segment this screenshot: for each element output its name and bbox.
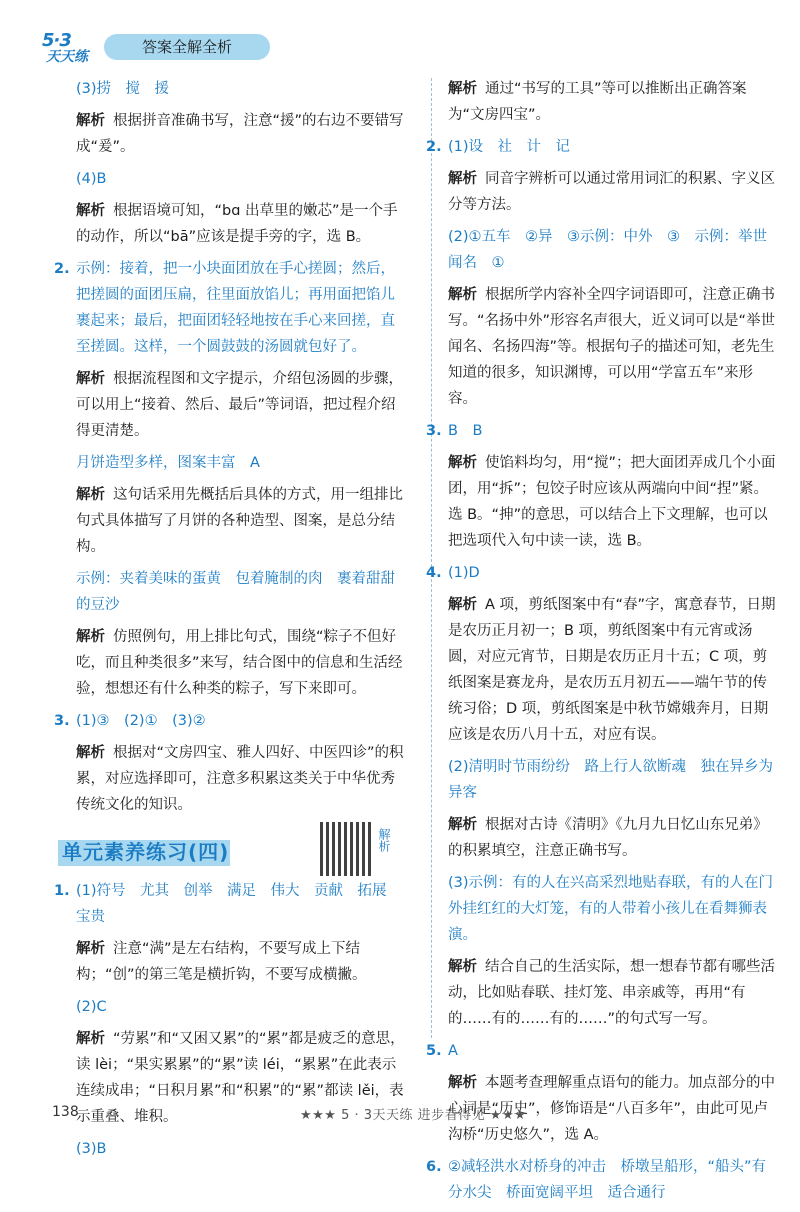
analysis-label: 解析: [76, 487, 105, 503]
answer-line: [448, 224, 778, 276]
answer-text: (1)③ (2)① (3)②: [76, 713, 206, 729]
answer-line: [76, 1136, 406, 1162]
analysis-label: 解析: [76, 1031, 105, 1047]
analysis-text: 根据对古诗《清明》《九月九日忆山东兄弟》的积累填空，注意正确书写。: [448, 817, 768, 859]
analysis-paragraph: [448, 282, 778, 412]
analysis-paragraph: [76, 624, 406, 702]
answer-text: (1)D: [448, 565, 480, 581]
question-number: 2.: [54, 261, 70, 277]
answer-text: (3)捞 搅 援: [76, 81, 170, 97]
section-title: 单元素养练习(四): [62, 840, 230, 864]
left-items: [54, 76, 406, 818]
question-number: 4.: [426, 565, 442, 581]
question-answer: [426, 134, 778, 160]
question-answer: [54, 878, 406, 930]
analysis-label: 解析: [448, 455, 477, 471]
answer-text: ②减轻洪水对桥身的冲击 桥墩呈船形，“船头”有分水尖 桥面宽阔平坦 适合通行: [448, 1159, 767, 1201]
question-number: 1.: [54, 883, 70, 899]
answer-text: (1)设 社 计 记: [448, 139, 571, 155]
question-answer: [426, 560, 778, 586]
analysis-paragraph: [448, 954, 778, 1032]
page-number: 138: [52, 1104, 79, 1120]
answer-text: (2)清明时节雨纷纷 路上行人欲断魂 独在异乡为异客: [448, 759, 774, 801]
question-answer: [426, 1038, 778, 1064]
analysis-paragraph: [448, 592, 778, 748]
analysis-label: 解析: [448, 81, 477, 97]
analysis-text: 根据所学内容补全四字词语即可，注意正确书写。“名扬中外”形容名声很大，近义词可以是“举世闻名、名扬四海”等。根据句子的描述可知，老先生知道的很多，知识渊博，可以用“学富五车”来形容。: [448, 287, 776, 407]
answer-line: [76, 450, 406, 476]
answer-text: A: [448, 1043, 458, 1059]
right-column: [426, 76, 778, 1212]
analysis-paragraph: [448, 76, 778, 128]
answer-line: [76, 166, 406, 192]
analysis-paragraph: [76, 482, 406, 560]
answer-text: 月饼造型多样，图案丰富 A: [76, 455, 260, 471]
footer-slogan: ★★★ 5 · 3天天练 进步看得见 ★★★: [300, 1108, 527, 1123]
analysis-paragraph: [448, 812, 778, 864]
answer-text: 示例：接着，把一小块面团放在手心搓圆；然后，把搓圆的面团压扁，往里面放馅儿；再用面把馅儿裹起来；最后，把面团轻轻地按在手心来回搓，直至搓圆。这样，一个圆鼓鼓的汤圆就包好了。: [76, 261, 395, 355]
analysis-label: 解析: [448, 959, 477, 975]
analysis-text: A 项，剪纸图案中有“春”字，寓意春节，日期是农历正月初一；B 项，剪纸图案中有元宵或汤圆，对应元宵节，日期是农历正月十五；C 项，剪纸图案是赛龙舟，是农历五月初五——端午节的传统习俗；D 项，剪纸图案是中秋节嫦娥奔月，日期应该是农历八月十五，对应有误。: [448, 597, 776, 743]
answer-line: [76, 76, 406, 102]
analysis-text: 使馅料均匀，用“搅”；把大面团弄成几个小面团，用“拆”；包饺子时应该从两端向中间“捏”紧。选 B。“抻”的意思，可以结合上下文理解，也可以把选项代入句中读一读，选 B。: [448, 455, 776, 549]
analysis-label: 解析: [448, 817, 477, 833]
analysis-text: 本题考查理解重点语句的能力。加点部分的中心词是“历史”，修饰语是“八百多年”，由此可见卢沟桥“历史悠久”，选 A。: [448, 1075, 775, 1143]
analysis-text: 根据语境可知，“bɑ 出草里的嫩芯”是一个手的动作，所以“bā”应该是提手旁的字，选 B。: [76, 203, 398, 245]
answer-text: (2)C: [76, 999, 107, 1015]
analysis-label: 解析: [448, 171, 477, 187]
column-divider: [431, 78, 432, 1038]
analysis-label: 解析: [76, 745, 105, 761]
answer-text: (4)B: [76, 171, 107, 187]
qr-label: 解析: [377, 828, 391, 852]
analysis-paragraph: [76, 108, 406, 160]
answer-line: [76, 994, 406, 1020]
analysis-text: 结合自己的生活实际，想一想春节都有哪些活动，比如贴春联、挂灯笼、串亲戚等，再用“有的……有的……有的……”的句式写一写。: [448, 959, 775, 1027]
question-number: 6.: [426, 1159, 442, 1175]
analysis-paragraph: [448, 450, 778, 554]
analysis-label: 解析: [76, 203, 105, 219]
logo-line1: 5·3: [42, 30, 71, 51]
analysis-text: 根据拼音准确书写，注意“援”的右边不要错写成“爰”。: [76, 113, 404, 155]
answer-text: 示例：夹着美味的蛋黄 包着腌制的肉 裹着甜甜的豆沙: [76, 571, 395, 613]
analysis-text: 根据流程图和文字提示，介绍包汤圆的步骤，可以用上“接着、然后、最后”等词语，把过程介绍得更清楚。: [76, 371, 403, 439]
answer-line: [448, 754, 778, 806]
answer-text: (2)①五车 ②异 ③示例：中外 ③ 示例：举世闻名 ①: [448, 229, 768, 271]
question-answer: [426, 418, 778, 444]
header-title: 答案全解全析: [104, 34, 270, 60]
analysis-text: 同音字辨析可以通过常用词汇的积累、字义区分等方法。: [448, 171, 775, 213]
question-answer: [54, 256, 406, 360]
analysis-label: 解析: [448, 1075, 477, 1091]
question-number: 3.: [426, 423, 442, 439]
question-answer: [54, 708, 406, 734]
analysis-paragraph: [76, 936, 406, 988]
analysis-label: 解析: [448, 287, 477, 303]
analysis-label: 解析: [76, 113, 105, 129]
answer-text: (1)符号 尤其 创举 满足 伟大 贡献 拓展 宝贵: [76, 883, 402, 925]
brand-logo: [38, 26, 96, 70]
right-items: [426, 76, 778, 1206]
answer-text: (3)B: [76, 1141, 107, 1157]
section-header: [58, 828, 406, 872]
analysis-paragraph: [76, 198, 406, 250]
analysis-text: 这句话采用先概括后具体的方式，用一组排比句式具体描写了月饼的各种造型、图案，是总分结构。: [76, 487, 403, 555]
analysis-label: 解析: [448, 597, 477, 613]
qr-code-icon[interactable]: [320, 822, 374, 876]
analysis-label: 解析: [76, 629, 105, 645]
analysis-label: 解析: [76, 941, 105, 957]
question-number: 2.: [426, 139, 442, 155]
answer-line: [448, 870, 778, 948]
analysis-paragraph: [76, 740, 406, 818]
analysis-text: 根据对“文房四宝、雅人四好、中医四诊”的积累，对应选择即可，注意多积累这类关于中华优秀传统文化的知识。: [76, 745, 404, 813]
answer-line: [76, 566, 406, 618]
analysis-text: 注意“满”是左右结构，不要写成上下结构；“创”的第三笔是横折钩，不要写成横撇。: [76, 941, 367, 983]
answer-text: B B: [448, 423, 483, 439]
question-number: 5.: [426, 1043, 442, 1059]
analysis-text: “劳累”和“又困又累”的“累”都是疲乏的意思，读 lèi；“果实累累”的“累”读 léi，“累累”在此表示连续成串；“日积月累”和“积累”的“累”都读 lěi，表示重叠、堆积。: [76, 1031, 405, 1125]
question-number: 3.: [54, 713, 70, 729]
question-answer: [426, 1154, 778, 1206]
analysis-label: 解析: [76, 371, 105, 387]
analysis-paragraph: [448, 166, 778, 218]
analysis-text: 仿照例句，用上排比句式，围绕“粽子不但好吃，而且种类很多”来写，结合图中的信息和生活经验，想想还有什么种类的粽子，写下来即可。: [76, 629, 403, 697]
logo-line2: 天天练: [46, 49, 88, 65]
analysis-text: 通过“书写的工具”等可以推断出正确答案为“文房四宝”。: [448, 81, 747, 123]
analysis-paragraph: [76, 366, 406, 444]
answer-text: (3)示例：有的人在兴高采烈地贴春联，有的人在门外挂红红的大灯笼，有的人带着小孩儿在看舞狮表演。: [448, 875, 774, 943]
